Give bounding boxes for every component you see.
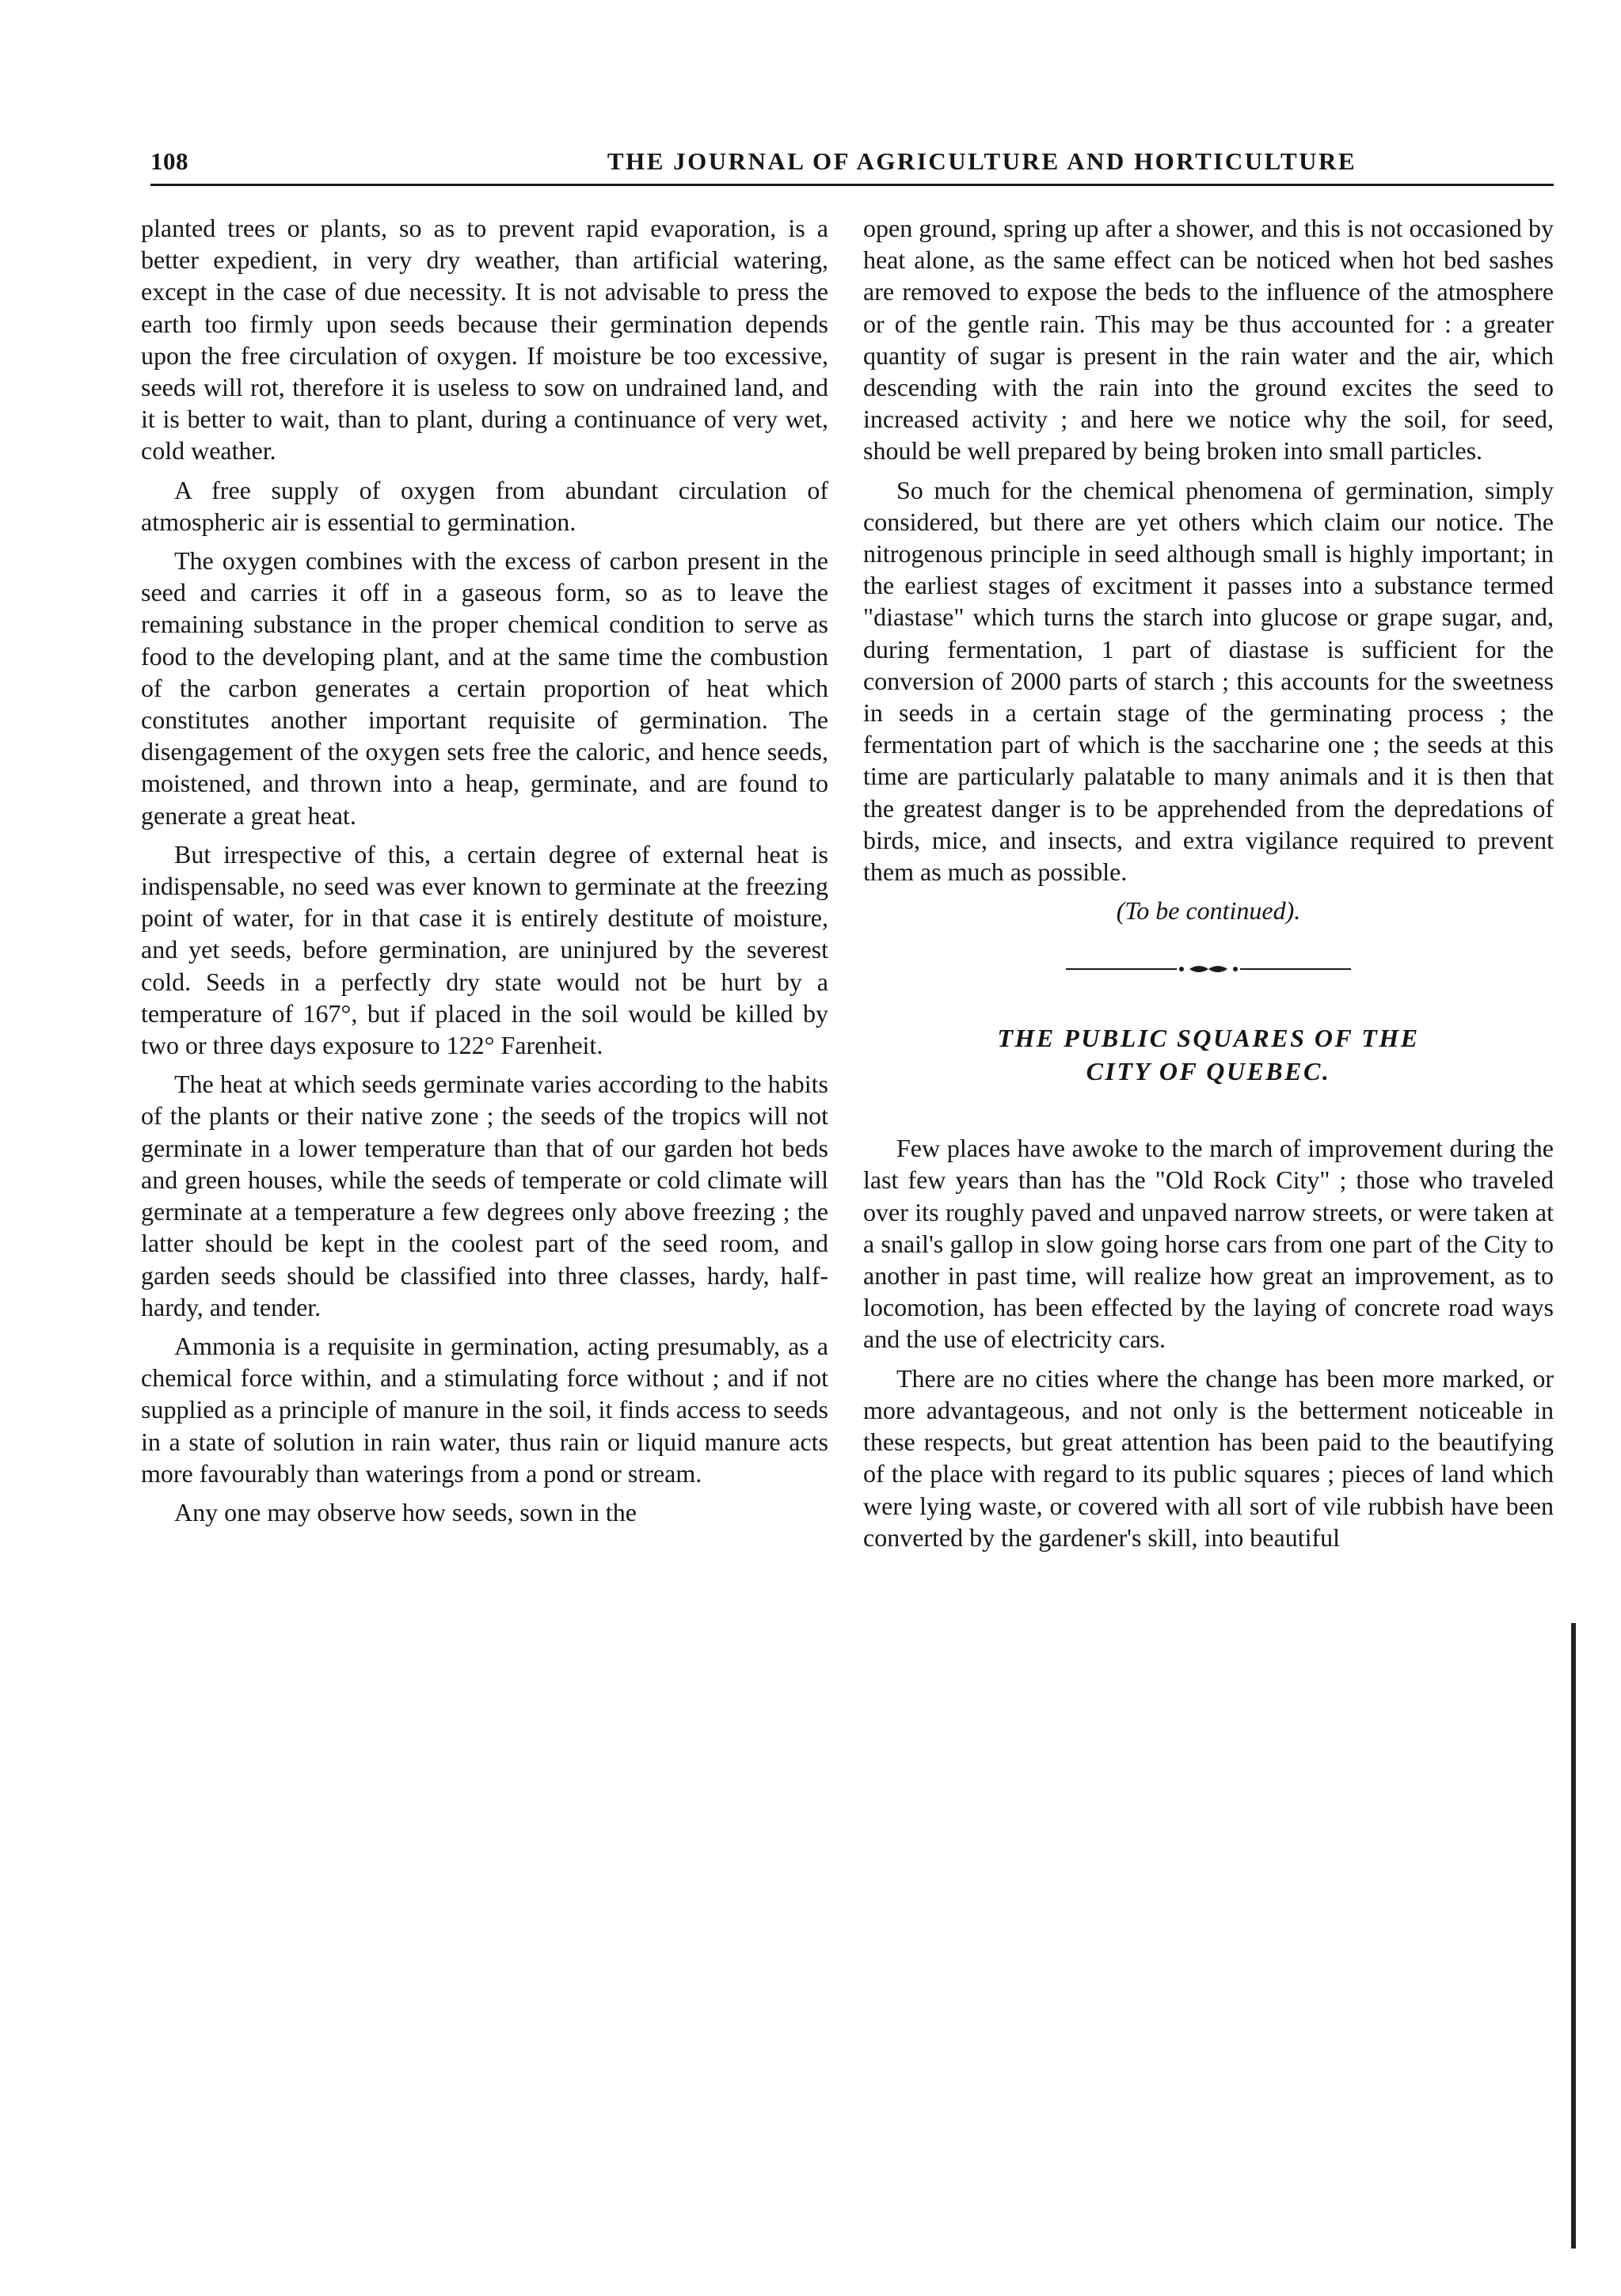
header-rule [150,184,1554,186]
right-paragraph-1: open ground, spring up after a shower, and this is not occasioned by heat alone, as the same effect can be noticed when hot bed sashes are removed to expose the beds to the influence of the atmosphere or of the gentle rain. This may be thus accounted for : a greater quantity of sugar is present in the rain water and the air, which descending with the rain into the ground excites the seed to increased activity ; and here we notice why the soil, for seed, should be well prepared by being broken into small particles. [863,214,1554,466]
left-paragraph-7: Any one may observe how seeds, sown in the [174,1497,637,1526]
left-paragraph-5: The heat at which seeds germinate varies according to the habits of the plants or their native zone ; the seeds of the tropics will not germinate in a lower temperature than that of our garden hot beds and green houses, while the seeds of temperate or cold climate will germinate at a temperature a few degrees only above freezing ; the latter should be kept in the coolest part of the seed room, and garden seeds should be classified into three classes, hardy, half-hardy, and tender. [141,1070,828,1321]
section-heading [863,1021,1554,1088]
page-header [150,147,1554,185]
left-paragraph-1: planted trees or plants, so as to prevent rapid evaporation, is a better expedient, in very dry weather, than artificial watering, except in the case of due necessity. It is not advisable to press the earth too firmly upon seeds because their germination depends upon the free circulation of oxygen. If moisture be too excessive, seeds will rot, therefore it is useless to sow on undrained land, and it is better to wait, than to plant, during a continuance of very wet, cold weather. [141,214,828,466]
scan-margin-mark [1571,1623,1576,2248]
section-paragraph-1: Few places have awoke to the march of improvement during the last few years than has the "Old Rock City" ; those who traveled over its roughly paved and unpaved narrow streets, or were taken at a snail's gallop in slow going horse cars from one part of the City to another in past time, will realize how great an improvement, as to locomotion, has been effected by the laying of concrete road ways and the use of electricity cars. [863,1134,1554,1354]
running-title: THE JOURNAL OF AGRICULTURE AND HORTICULTURE [607,147,1357,175]
left-paragraph-2: A free supply of oxygen from abundant circulation of atmospheric air is essential to germination. [141,475,828,536]
section-divider-ornament [1066,961,1351,977]
right-paragraph-2: So much for the chemical phenomena of germination, simply considered, but there are yet others which claim our notice. The nitrogenous principle in seed although small is highly important; in the earliest stages of excitment it passes into a substance termed "diastase" which turns the starch into glucose or grape sugar, and, during fermentation, 1 part of diastase is sufficient for the conversion of 2000 parts of starch ; this accounts for the sweetness in seeds in a certain stage of the germinating process ; the fermentation part of which is the saccharine one ; the seeds at this time are particularly palatable to many animals and it is then that the greatest danger is to be apprehended from the depredations of birds, mice, and insects, and extra vigilance required to prevent them as much as possible. [863,475,1554,887]
section-paragraph-2: There are no cities where the change has been more marked, or more advantageous, and not only is the betterment noticeable in these respects, but great attention has been paid to the beautifying of the place with regard to its public squares ; pieces of land which were lying waste, or covered with all sort of vile rubbish have been converted by the gardener's skill, into beautiful [863,1363,1554,1552]
left-paragraph-6: Ammonia is a requisite in germination, acting presumably, as a chemical force within, and a stimulating force without ; and if not supplied as a principle of manure in the soil, it finds access to seeds in a state of solution in rain water, thus rain or liquid manure acts more favourably than waterings from a pond or stream. [141,1331,828,1488]
continued-note: (To be continued). [1116,896,1301,926]
section-heading-line-1: THE PUBLIC SQUARES OF THE [997,1024,1420,1053]
left-column [141,212,828,1535]
section-heading-line-2: CITY OF QUEBEC. [1086,1057,1331,1086]
right-column [863,212,1554,1560]
page-number: 108 [150,147,188,175]
left-paragraph-3: The oxygen combines with the excess of carbon present in the seed and carries it off in a gaseous form, so as to leave the remaining substance in the proper chemical condition to serve as food to the developing plant, and at the same time the combustion of the carbon generates a certain proportion of heat which constitutes another important requisite of germination. The disengagement of the oxygen sets free the caloric, and hence seeds, moistened, and thrown into a heap, germinate, and are found to generate a great heat. [141,546,828,830]
left-paragraph-4: But irrespective of this, a certain degree of external heat is indispensable, no seed was ever known to germinate at the freezing point of water, for in that case it is entirely destitute of moisture, and yet seeds, before germination, are uninjured by the severest cold. Seeds in a perfectly dry state would not be hurt by a temperature of 167°, but if placed in the soil would be killed by two or three days exposure to 122° Farenheit. [141,839,828,1060]
